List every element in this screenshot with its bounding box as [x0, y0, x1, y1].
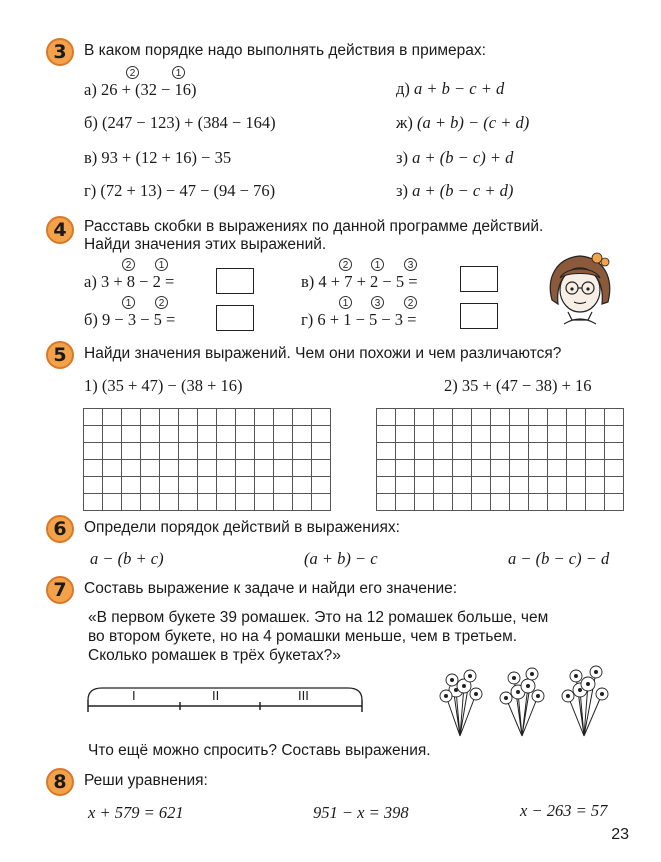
segment-diagram: [84, 682, 366, 712]
order-mark: 3: [404, 258, 417, 271]
task-6-badge: 6: [46, 515, 74, 543]
answer-box-v[interactable]: [460, 266, 498, 292]
task-7-story-line2: во втором букете, но на 4 ромашки меньше, чем в третьем.: [88, 628, 518, 645]
answer-grid-1[interactable]: [83, 408, 331, 511]
equation-3: x − 263 = 57: [520, 801, 608, 820]
task-7-followup: Что ещё можно спросить? Составь выражения.: [88, 742, 431, 759]
task-3-prompt: В каком порядке надо выполнять действия в примерах:: [84, 42, 486, 59]
task-5-prompt: Найди значения выражений. Чем они похожи и чем различаются?: [84, 345, 562, 362]
answer-grid-2[interactable]: [376, 408, 624, 511]
daisy-bouquets-illustration: [436, 650, 620, 738]
expression-g: г) 6 + 1 − 5 − 3 =: [301, 310, 417, 329]
task-7-prompt: Составь выражение к задаче и найди его значение:: [84, 580, 458, 597]
order-mark: 1: [155, 258, 168, 271]
order-mark: 1: [172, 66, 185, 79]
order-mark: 2: [155, 296, 168, 309]
task-7-badge: 7: [46, 576, 74, 604]
order-mark: 2: [404, 296, 417, 309]
expression-b: б) 9 − 3 − 5 =: [84, 310, 176, 329]
order-mark: 2: [122, 258, 135, 271]
girl-illustration: [542, 248, 618, 332]
order-mark: 1: [371, 258, 384, 271]
task-3-badge: 3: [46, 38, 74, 66]
task-6-prompt: Определи порядок действий в выражениях:: [84, 519, 400, 536]
task-7-story-line1: «В первом букете 39 ромашек. Это на 12 ромашек больше, чем: [88, 609, 549, 626]
segment-label-3: III: [298, 688, 309, 703]
order-mark: 2: [339, 258, 352, 271]
answer-box-g[interactable]: [460, 303, 498, 329]
example-z2: з) a + (b − c + d): [396, 181, 514, 200]
example-d: д) a + b − c + d: [396, 79, 505, 98]
example-b: б) (247 − 123) + (384 − 164): [84, 113, 276, 132]
expression-2: 2) 35 + (47 − 38) + 16: [444, 376, 592, 395]
equation-2: 951 − x = 398: [313, 803, 409, 822]
page-number: 23: [611, 826, 629, 843]
example-z1: з) a + (b − c) + d: [396, 148, 514, 167]
example-zh: ж) (a + b) − (c + d): [396, 113, 530, 132]
order-mark: 2: [126, 66, 139, 79]
task-4-prompt-line1: Расставь скобки в выражениях по данной программе действий.: [84, 218, 544, 235]
task-4-prompt-line2: Найди значения этих выражений.: [84, 236, 327, 253]
equation-1: x + 579 = 621: [88, 803, 184, 822]
task-7-story-line3: Сколько ромашек в трёх букетах?»: [88, 647, 341, 664]
segment-label-1: I: [132, 688, 136, 703]
order-mark: 1: [122, 296, 135, 309]
example-a: а) 26 + (32 − 16): [84, 80, 197, 99]
answer-box-a[interactable]: [216, 268, 254, 294]
expression-a: а) 3 + 8 − 2 =: [84, 272, 175, 291]
example-g: г) (72 + 13) − 47 − (94 − 76): [84, 181, 276, 200]
expression-6-3: a − (b − c) − d: [508, 549, 610, 568]
expression-1: 1) (35 + 47) − (38 + 16): [84, 376, 243, 395]
task-5-badge: 5: [46, 341, 74, 369]
order-mark: 3: [371, 296, 384, 309]
order-mark: 1: [339, 296, 352, 309]
segment-label-2: II: [212, 688, 220, 703]
task-8-prompt: Реши уравнения:: [84, 772, 208, 789]
task-4-badge: 4: [46, 216, 74, 244]
example-v: в) 93 + (12 + 16) − 35: [84, 148, 232, 167]
answer-box-b[interactable]: [216, 305, 254, 331]
expression-6-1: a − (b + c): [90, 549, 164, 568]
expression-v: в) 4 + 7 + 2 − 5 =: [301, 272, 418, 291]
task-8-badge: 8: [46, 768, 74, 796]
expression-6-2: (a + b) − c: [304, 549, 378, 568]
